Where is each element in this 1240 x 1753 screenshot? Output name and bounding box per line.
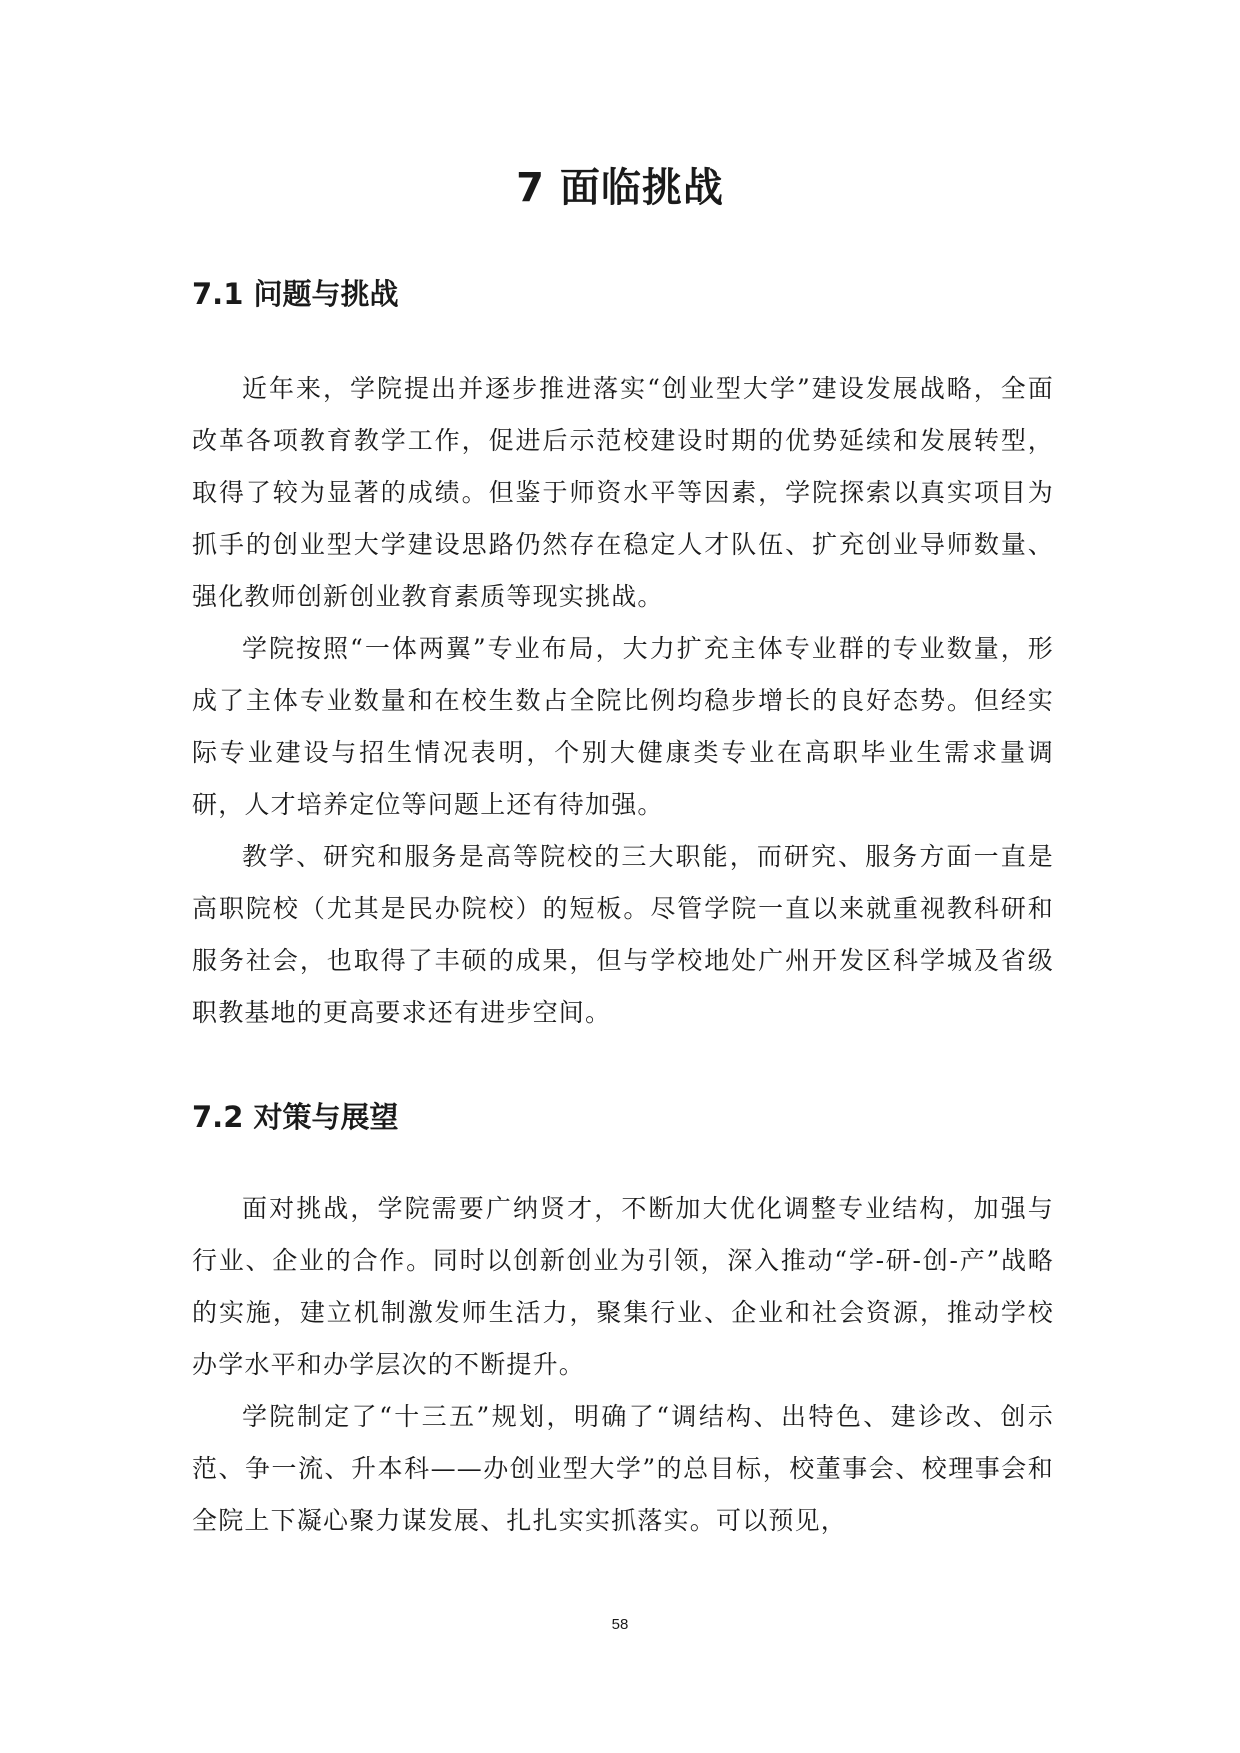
chapter-title: 7 面临挑战 (516, 165, 724, 211)
paragraph: 学院按照“一体两翼”专业布局，大力扩充主体专业群的专业数量，形成了主体专业数量和在校生数占全院比例均稳步增长的良好态势。但经实际专业建设与招生情况表明，个别大健康类专业在高职毕业生需求量调研，人才培养定位等问题上还有待加强。 (192, 634, 1054, 819)
section-body-7-2 (192, 1183, 1054, 1547)
paragraph: 教学、研究和服务是高等院校的三大职能，而研究、服务方面一直是高职院校（尤其是民办院校）的短板。尽管学院一直以来就重视教科研和服务社会，也取得了丰硕的成果，但与学校地处广州开发区科学城及省级职教基地的更高要求还有进步空间。 (192, 842, 1054, 1027)
paragraph: 面对挑战，学院需要广纳贤才，不断加大优化调整专业结构，加强与行业、企业的合作。同时以创新创业为引领，深入推动“学-研-创-产”战略的实施，建立机制激发师生活力，聚集行业、企业和社会资源，推动学校办学水平和办学层次的不断提升。 (192, 1194, 1054, 1379)
page-number: 58 (611, 1616, 629, 1633)
section-body-7-1 (192, 363, 1054, 1039)
section-heading-7-2: 7.2 对策与展望 (192, 1100, 399, 1134)
section-heading-7-1: 7.1 问题与挑战 (192, 277, 399, 311)
paragraph: 学院制定了“十三五”规划，明确了“调结构、出特色、建诊改、创示范、争一流、升本科——办创业型大学”的总目标，校董事会、校理事会和全院上下凝心聚力谋发展、扎扎实实抓落实。可以预见， (192, 1402, 1054, 1535)
paragraph: 近年来，学院提出并逐步推进落实“创业型大学”建设发展战略，全面改革各项教育教学工作，促进后示范校建设时期的优势延续和发展转型，取得了较为显著的成绩。但鉴于师资水平等因素，学院探索以真实项目为抓手的创业型大学建设思路仍然存在稳定人才队伍、扩充创业导师数量、强化教师创新创业教育素质等现实挑战。 (192, 374, 1054, 611)
